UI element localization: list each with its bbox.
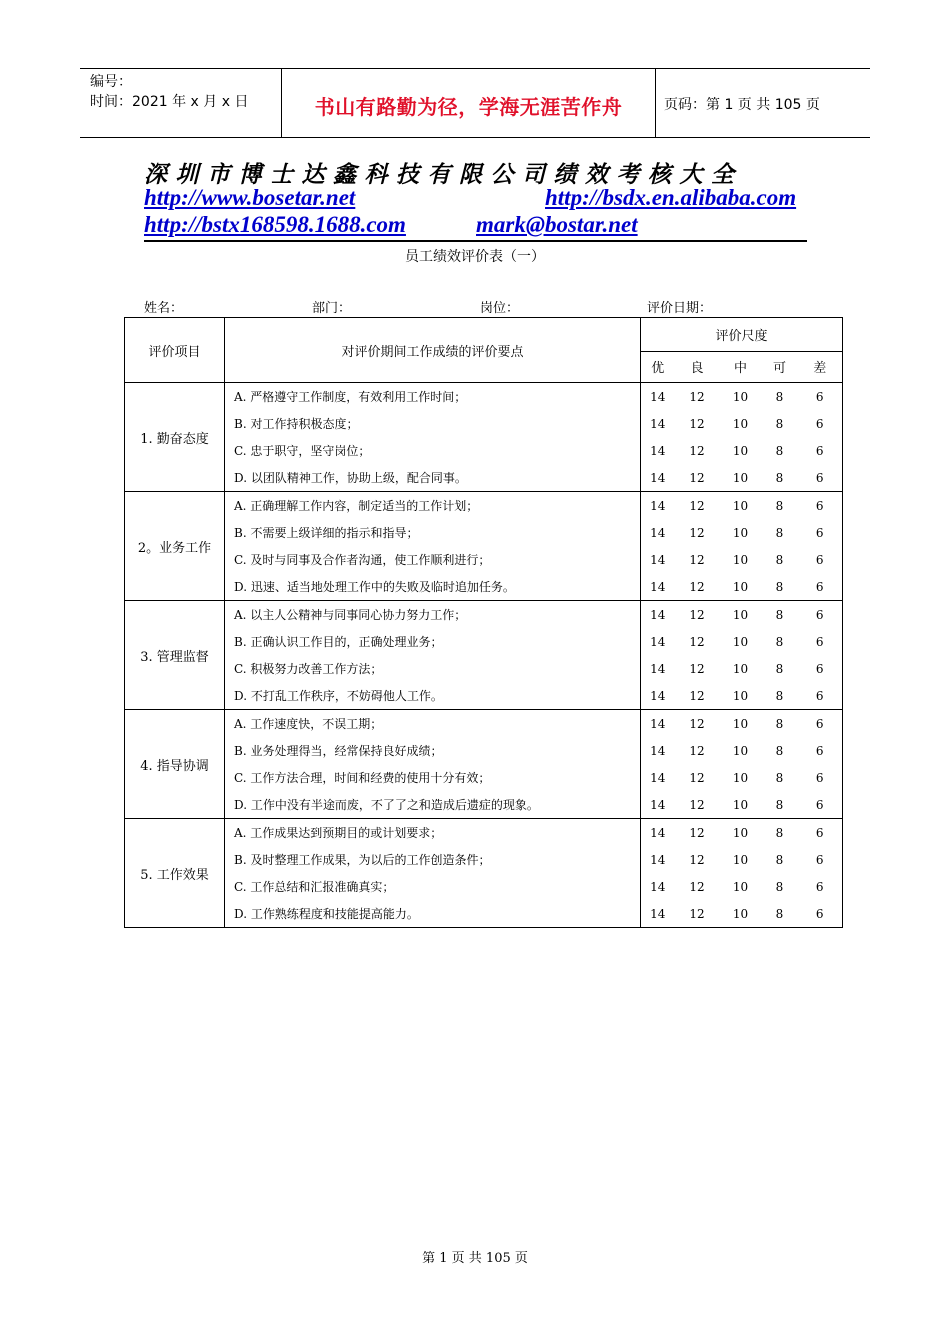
department-field-label: 部门： [312, 301, 352, 316]
score-fair: 8 [762, 682, 798, 710]
evaluation-point: C. 忠于职守，坚守岗位； [225, 437, 641, 464]
evaluation-point: B. 业务处理得当，经常保持良好成绩； [225, 737, 641, 764]
score-poor: 6 [798, 900, 843, 928]
position-field-label: 岗位： [480, 301, 520, 316]
score-fair: 8 [775, 634, 784, 649]
table-row [125, 710, 843, 738]
score-excellent: 14 [641, 737, 675, 764]
score-good: 12 [689, 661, 705, 676]
header-info-cell [80, 69, 281, 137]
score-average: 10 [732, 525, 749, 540]
page-footer: 第 1 页 共 105 页 [422, 1251, 528, 1266]
table-row [125, 655, 843, 682]
header-page-cell [656, 69, 870, 137]
grade-good: 良 [675, 351, 720, 382]
evaluation-point: A. 严格遵守工作制度，有效利用工作时间； [225, 383, 641, 411]
score-good: 12 [675, 900, 720, 928]
divider-line [144, 240, 807, 242]
score-average: 10 [732, 852, 749, 867]
evaluation-point: B. 正确认识工作目的，正确处理业务； [225, 628, 641, 655]
alibaba-link[interactable]: http://bsdx.en.alibaba.com [545, 185, 797, 210]
score-excellent: 14 [641, 791, 675, 819]
evaluation-point: A. 工作速度快，不误工期； [225, 710, 641, 738]
score-poor: 6 [798, 710, 843, 738]
score-fair: 8 [775, 661, 784, 676]
score-poor: 6 [798, 464, 843, 492]
evaluation-point: D. 工作中没有半途而废，不了了之和造成后遗症的现象。 [225, 791, 641, 819]
score-good: 12 [675, 819, 720, 847]
score-excellent: 14 [641, 492, 675, 520]
table-row [125, 819, 843, 847]
category-name: 5. 工作效果 [125, 819, 225, 928]
score-poor: 6 [798, 628, 843, 655]
table-row [125, 410, 843, 437]
evaluation-point: C. 及时与同事及合作者沟通，使工作顺利进行； [225, 546, 641, 573]
score-fair: 8 [775, 770, 784, 785]
score-fair: 8 [762, 601, 798, 629]
score-excellent: 14 [641, 519, 675, 546]
slogan: 书山有路勤为径，学海无涯苦作舟 [314, 95, 623, 119]
score-fair: 8 [775, 416, 784, 431]
score-poor: 6 [798, 873, 843, 900]
score-excellent: 14 [641, 628, 675, 655]
evaluation-point: B. 不需要上级详细的指示和指导； [225, 519, 641, 546]
table-row [125, 846, 843, 873]
score-fair: 8 [762, 464, 798, 492]
score-fair: 8 [762, 492, 798, 520]
score-good: 12 [675, 492, 720, 520]
evaluation-date-label: 评价日期： [647, 301, 713, 316]
score-fair: 8 [775, 852, 784, 867]
evaluation-point: A. 以主人公精神与同事同心协力努力工作； [225, 601, 641, 629]
score-poor: 6 [798, 846, 843, 873]
score-average: 10 [720, 819, 762, 847]
category-name: 2。业务工作 [125, 492, 225, 601]
score-good: 12 [675, 601, 720, 629]
score-fair: 8 [762, 383, 798, 411]
score-average: 10 [732, 634, 749, 649]
score-excellent: 14 [641, 873, 675, 900]
score-average: 10 [720, 791, 762, 819]
score-excellent: 14 [641, 655, 675, 682]
score-poor: 6 [798, 601, 843, 629]
table-row [125, 519, 843, 546]
evaluation-point: D. 工作熟练程度和技能提高能力。 [225, 900, 641, 928]
score-excellent: 14 [641, 682, 675, 710]
evaluation-point: D. 迅速、适当地处理工作中的失败及临时追加任务。 [225, 573, 641, 601]
shop-link[interactable]: http://bstx168598.1688.com [144, 212, 406, 237]
column-header-points: 对评价期间工作成绩的评价要点 [225, 318, 641, 383]
score-good: 12 [689, 525, 705, 540]
table-row [125, 437, 843, 464]
score-fair: 8 [762, 900, 798, 928]
score-average: 10 [720, 900, 762, 928]
score-poor: 6 [798, 492, 843, 520]
score-average: 10 [732, 552, 749, 567]
table-row [125, 492, 843, 520]
score-excellent: 14 [641, 410, 675, 437]
score-poor: 6 [798, 410, 843, 437]
score-excellent: 14 [641, 437, 675, 464]
score-excellent: 14 [641, 846, 675, 873]
score-excellent: 14 [641, 573, 675, 601]
score-fair: 8 [775, 879, 784, 894]
website-link[interactable]: http://www.bosetar.net [144, 185, 356, 210]
score-good: 12 [689, 879, 705, 894]
evaluation-point: B. 及时整理工作成果，为以后的工作创造条件； [225, 846, 641, 873]
score-good: 12 [689, 634, 705, 649]
evaluation-point: C. 工作总结和汇报准确真实； [225, 873, 641, 900]
score-average: 10 [732, 770, 749, 785]
score-good: 12 [689, 552, 705, 567]
score-poor: 6 [798, 791, 843, 819]
table-row [125, 573, 843, 601]
company-name: 深圳市博士达鑫科技有限公司绩效考核大全 [144, 161, 743, 188]
grade-poor: 差 [798, 351, 843, 382]
score-poor: 6 [798, 383, 843, 411]
score-fair: 8 [762, 710, 798, 738]
score-poor: 6 [798, 737, 843, 764]
score-average: 10 [720, 573, 762, 601]
score-excellent: 14 [641, 710, 675, 738]
evaluation-point: C. 积极努力改善工作方法； [225, 655, 641, 682]
score-fair: 8 [775, 443, 784, 458]
score-fair: 8 [775, 552, 784, 567]
score-good: 12 [689, 852, 705, 867]
score-fair: 8 [762, 819, 798, 847]
score-average: 10 [720, 601, 762, 629]
document-time-label: 时间：2021 年 x 月 x 日 [90, 94, 249, 110]
table-row [125, 628, 843, 655]
table-row [125, 900, 843, 928]
score-fair: 8 [762, 573, 798, 601]
table-row [125, 464, 843, 492]
score-average: 10 [720, 383, 762, 411]
score-excellent: 14 [641, 764, 675, 791]
score-good: 12 [689, 770, 705, 785]
document-header [80, 68, 870, 138]
score-good: 12 [689, 743, 705, 758]
score-excellent: 14 [641, 546, 675, 573]
evaluation-point: C. 工作方法合理，时间和经费的使用十分有效； [225, 764, 641, 791]
score-good: 12 [675, 682, 720, 710]
column-header-scale: 评价尺度 [641, 318, 843, 352]
category-name: 4. 指导协调 [125, 710, 225, 819]
grade-excellent: 优 [641, 351, 675, 382]
table-row [125, 873, 843, 900]
score-fair: 8 [762, 791, 798, 819]
header-slogan-cell [281, 69, 656, 137]
score-excellent: 14 [641, 464, 675, 492]
score-excellent: 14 [641, 383, 675, 411]
score-average: 10 [720, 682, 762, 710]
score-poor: 6 [798, 519, 843, 546]
score-average: 10 [732, 661, 749, 676]
evaluation-point: D. 以团队精神工作，协助上级，配合同事。 [225, 464, 641, 492]
name-field-label: 姓名： [144, 301, 184, 316]
score-average: 10 [720, 492, 762, 520]
score-good: 12 [689, 443, 705, 458]
score-average: 10 [732, 743, 749, 758]
score-good: 12 [675, 383, 720, 411]
table-row [125, 546, 843, 573]
score-poor: 6 [798, 764, 843, 791]
email-link[interactable]: mark@bostar.net [476, 212, 638, 237]
score-average: 10 [732, 416, 749, 431]
score-poor: 6 [798, 655, 843, 682]
grade-fair: 可 [762, 351, 798, 382]
score-fair: 8 [775, 743, 784, 758]
form-title: 员工绩效评价表（一） [405, 249, 545, 265]
score-average: 10 [720, 710, 762, 738]
table-row [125, 791, 843, 819]
score-good: 12 [675, 464, 720, 492]
document-number-label: 编号： [90, 74, 132, 90]
evaluation-point: D. 不打乱工作秩序，不妨碍他人工作。 [225, 682, 641, 710]
score-poor: 6 [798, 682, 843, 710]
score-poor: 6 [798, 819, 843, 847]
score-average: 10 [732, 879, 749, 894]
evaluation-point: A. 正确理解工作内容，制定适当的工作计划； [225, 492, 641, 520]
score-excellent: 14 [641, 900, 675, 928]
category-name: 1. 勤奋态度 [125, 383, 225, 492]
score-average: 10 [732, 443, 749, 458]
evaluation-point: A. 工作成果达到预期目的或计划要求； [225, 819, 641, 847]
score-poor: 6 [798, 573, 843, 601]
score-good: 12 [675, 573, 720, 601]
grade-average: 中 [720, 351, 762, 382]
score-excellent: 14 [641, 601, 675, 629]
table-row [125, 764, 843, 791]
score-poor: 6 [798, 546, 843, 573]
column-header-item: 评价项目 [125, 318, 225, 383]
score-excellent: 14 [641, 819, 675, 847]
score-good: 12 [675, 791, 720, 819]
score-good: 12 [689, 416, 705, 431]
evaluation-point: B. 对工作持积极态度； [225, 410, 641, 437]
category-name: 3. 管理监督 [125, 601, 225, 710]
score-poor: 6 [798, 437, 843, 464]
table-row [125, 682, 843, 710]
table-row [125, 737, 843, 764]
table-row [125, 383, 843, 411]
score-average: 10 [720, 464, 762, 492]
table-row [125, 601, 843, 629]
score-fair: 8 [775, 525, 784, 540]
score-good: 12 [675, 710, 720, 738]
evaluation-table [124, 317, 843, 928]
page-number-label: 页码：第 1 页 共 105 页 [664, 97, 820, 113]
